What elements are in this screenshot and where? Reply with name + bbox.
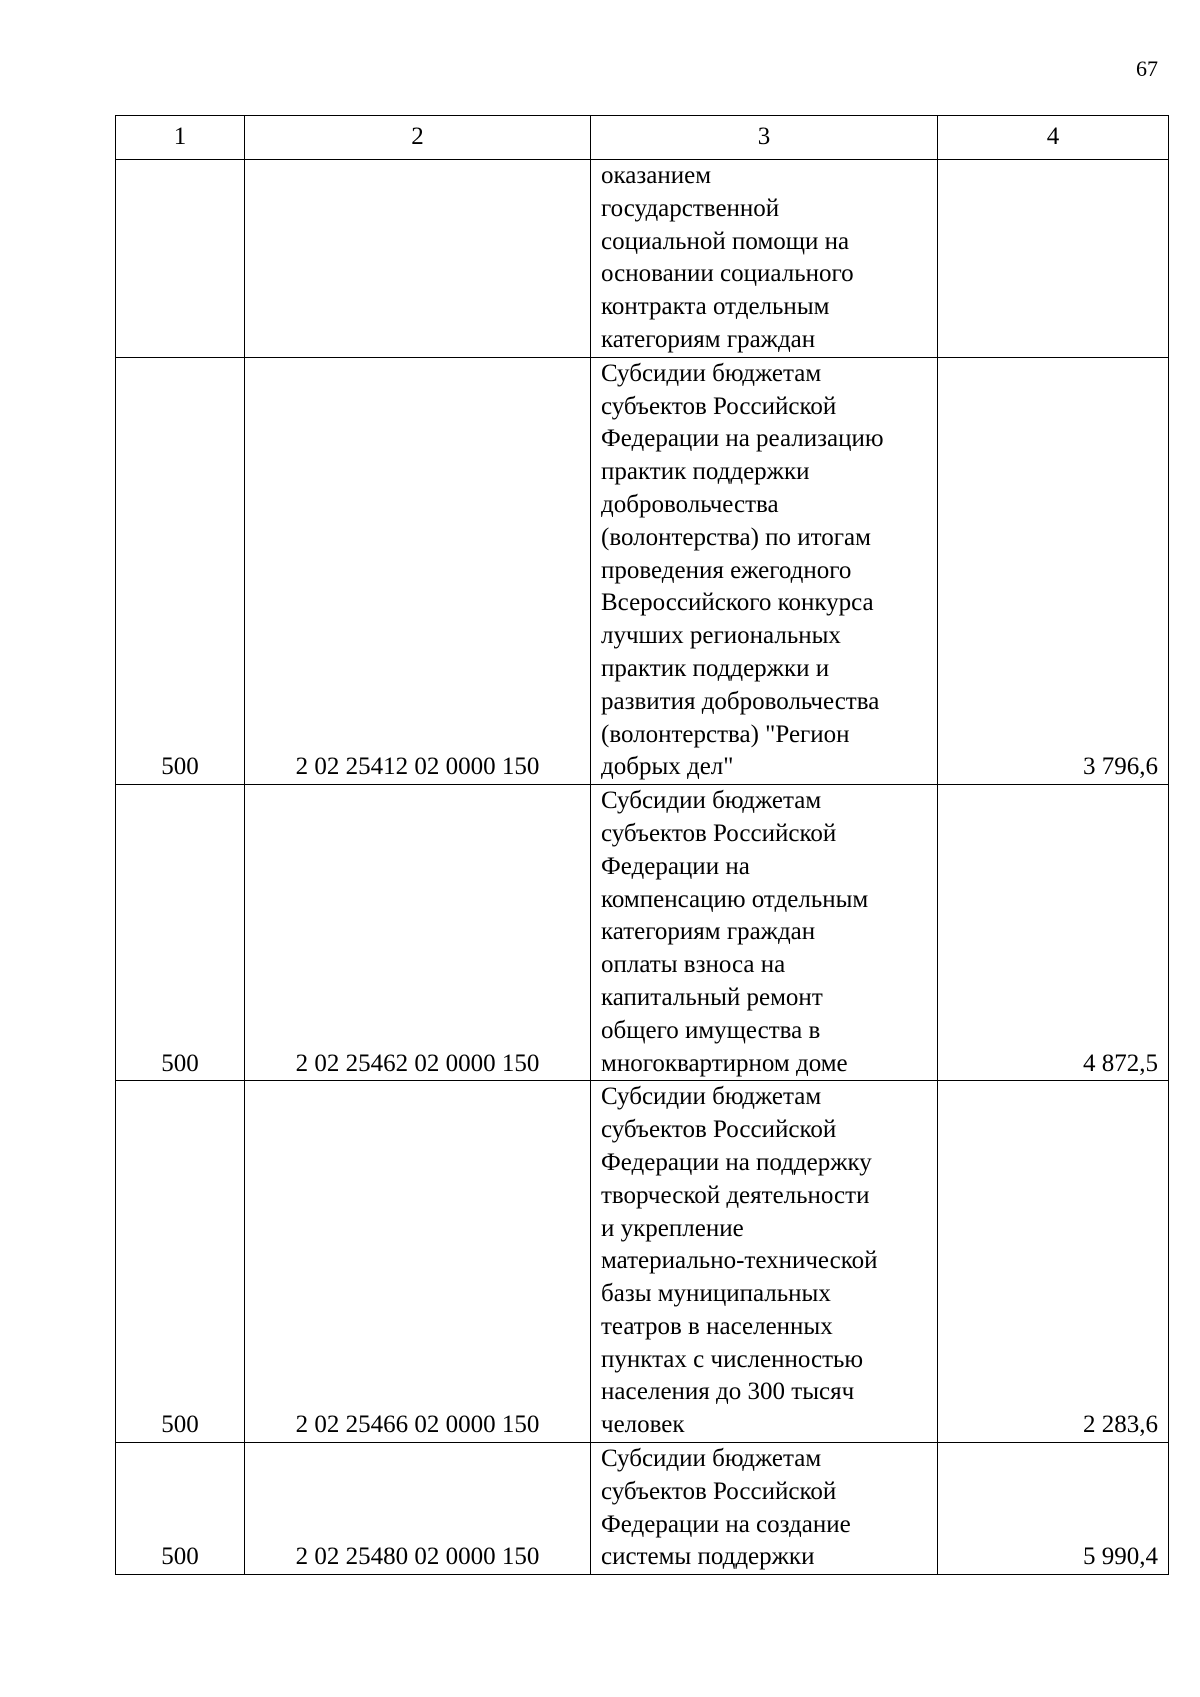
- cell-budget-code: [245, 160, 591, 358]
- description-line: Субсидии бюджетам: [601, 1083, 822, 1111]
- column-header-3: 3: [591, 116, 938, 160]
- description-line: и укрепление: [601, 1214, 744, 1242]
- description-line: (волонтерства) "Регион: [601, 720, 850, 748]
- cell-description: [591, 1443, 938, 1575]
- description-line: населения до 300 тысяч: [601, 1378, 855, 1406]
- cell-budget-code: 2 02 25462 02 0000 150: [245, 785, 591, 1081]
- description-line: субъектов Российской: [601, 1477, 837, 1505]
- description-line: оказанием: [601, 162, 712, 189]
- column-header-2: 2: [245, 116, 591, 160]
- description-line: добрых дел": [601, 753, 734, 781]
- cell-amount: 5 990,4: [938, 1443, 1169, 1575]
- description-line: многоквартирном доме: [601, 1049, 848, 1077]
- description-line: категориям граждан: [601, 325, 816, 353]
- description-line: человек: [601, 1411, 685, 1439]
- table-body: [116, 160, 1169, 1575]
- cell-amount: 3 796,6: [938, 357, 1169, 784]
- cell-description: [591, 160, 938, 358]
- description-line: Субсидии бюджетам: [601, 787, 822, 815]
- cell-code: 500: [116, 357, 245, 784]
- cell-description: [591, 785, 938, 1081]
- description-line: базы муниципальных: [601, 1280, 831, 1308]
- table-row: [116, 1443, 1169, 1575]
- table-row: [116, 1081, 1169, 1443]
- description-line: практик поддержки: [601, 458, 810, 486]
- table-row: [116, 785, 1169, 1081]
- cell-description: [591, 1081, 938, 1443]
- description-line: субъектов Российской: [601, 819, 837, 847]
- description-line: оплаты взноса на: [601, 951, 786, 979]
- description-line: социальной помощи на: [601, 227, 850, 255]
- description-line: лучших региональных: [601, 622, 841, 650]
- description-line: субъектов Российской: [601, 392, 837, 420]
- description-line: материально-технической: [601, 1247, 878, 1275]
- cell-amount: 4 872,5: [938, 785, 1169, 1081]
- description-line: государственной: [601, 194, 780, 222]
- description-line: общего имущества в: [601, 1016, 821, 1044]
- description-line: творческой деятельности: [601, 1181, 870, 1209]
- description-line: развития добровольчества: [601, 687, 880, 715]
- column-header-1: 1: [116, 116, 245, 160]
- description-line: основании социального: [601, 260, 854, 288]
- description-line: проведения ежегодного: [601, 556, 852, 584]
- budget-table: [115, 115, 1169, 1575]
- column-header-4: 4: [938, 116, 1169, 160]
- cell-amount: 2 283,6: [938, 1081, 1169, 1443]
- description-line: Федерации на: [601, 852, 750, 880]
- cell-code: 500: [116, 1081, 245, 1443]
- page-number: 67: [1136, 56, 1158, 81]
- table-row: [116, 160, 1169, 358]
- description-line: пунктах с численностью: [601, 1345, 864, 1373]
- cell-code: 500: [116, 785, 245, 1081]
- description-line: субъектов Российской: [601, 1116, 837, 1144]
- description-line: капитальный ремонт: [601, 983, 823, 1011]
- description-line: (волонтерства) по итогам: [601, 523, 871, 551]
- description-line: категориям граждан: [601, 918, 816, 946]
- description-line: Федерации на реализацию: [601, 425, 884, 453]
- description-line: Субсидии бюджетам: [601, 359, 822, 387]
- description-line: Субсидии бюджетам: [601, 1445, 822, 1473]
- description-line: Федерации на поддержку: [601, 1148, 872, 1176]
- description-line: добровольчества: [601, 490, 779, 518]
- cell-code: [116, 160, 245, 358]
- cell-description: [591, 357, 938, 784]
- cell-budget-code: 2 02 25412 02 0000 150: [245, 357, 591, 784]
- cell-amount: [938, 160, 1169, 358]
- table-row: [116, 357, 1169, 784]
- cell-budget-code: 2 02 25480 02 0000 150: [245, 1443, 591, 1575]
- description-line: контракта отдельным: [601, 293, 830, 321]
- description-line: системы поддержки: [601, 1543, 815, 1571]
- description-line: Федерации на создание: [601, 1510, 851, 1538]
- table-header-row: [116, 116, 1169, 160]
- description-line: компенсацию отдельным: [601, 885, 869, 913]
- description-line: Всероссийского конкурса: [601, 589, 874, 617]
- description-line: театров в населенных: [601, 1312, 833, 1340]
- cell-budget-code: 2 02 25466 02 0000 150: [245, 1081, 591, 1443]
- description-line: практик поддержки и: [601, 654, 830, 682]
- cell-code: 500: [116, 1443, 245, 1575]
